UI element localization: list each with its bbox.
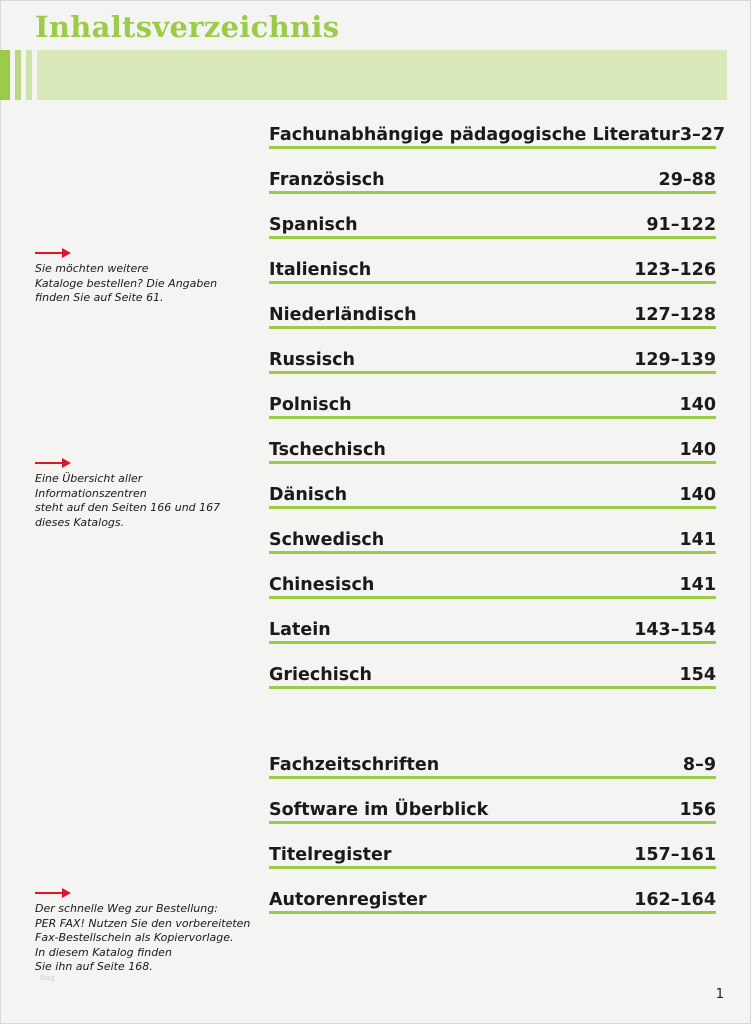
toc-entry[interactable] [269,883,716,914]
toc-entry[interactable] [269,118,726,149]
toc-entry-pages: 140 [679,440,716,460]
toc-entry-label: Tschechisch [269,440,386,460]
toc-entry-label: Griechisch [269,665,372,685]
toc-entry-pages: 140 [679,485,716,505]
page-number: 1 [715,987,724,1002]
toc-entry-pages: 129–139 [634,350,716,370]
toc-entry-label: Fachunabhängige pädagogische Literatur [269,125,680,145]
toc-entry[interactable] [269,433,716,464]
toc-entry-pages: 141 [679,575,716,595]
side-note-text: Eine Übersicht aller Informationszentren steht auf den Seiten 166 und 167 dieses Katalogs. [35,472,221,529]
toc-entry-pages: 3–27 [679,125,726,145]
arrow-right-icon [35,458,71,468]
side-note-text: Sie möchten weitere Kataloge bestellen? Die Angaben finden Sie auf Seite 61. [35,262,218,304]
toc-entry-label: Latein [269,620,331,640]
toc-entry-label: Spanisch [269,215,358,235]
toc-entry-pages: 157–161 [634,845,716,865]
side-note [35,458,255,530]
page-title: Inhaltsverzeichnis [35,10,340,44]
toc-entry-pages: 156 [679,800,716,820]
toc-entry-label: Niederländisch [269,305,417,325]
toc-entry-pages: 123–126 [634,260,716,280]
toc-entry[interactable] [269,163,716,194]
toc-entry-label: Dänisch [269,485,348,505]
toc-entry[interactable] [269,523,716,554]
toc-entry[interactable] [269,298,716,329]
toc-entry[interactable] [269,613,716,644]
toc-entry[interactable] [269,658,716,689]
header-band [37,50,727,100]
side-note-text: Der schnelle Weg zur Bestellung: PER FAX! Nutzen Sie den vorbereiteten Fax-Bestellschein als Kopiervorlage. In diesem Katalog finden Sie ihn auf Seite 168. [35,902,251,973]
toc-entry-label: Fachzeitschriften [269,755,440,775]
header-band-stripe [26,50,32,100]
toc-entry-pages: 29–88 [658,170,716,190]
toc-entry-label: Chinesisch [269,575,375,595]
toc-entry-pages: 162–164 [634,890,716,910]
toc-entry-pages: 140 [679,395,716,415]
toc-entry[interactable] [269,388,716,419]
watermark: lkag [40,974,55,982]
arrow-right-icon [35,248,71,258]
side-note [35,888,255,975]
toc-entry-label: Französisch [269,170,385,190]
toc-entry[interactable] [269,208,716,239]
toc-entry[interactable] [269,838,716,869]
toc-entry-pages: 127–128 [634,305,716,325]
arrow-right-icon [35,888,71,898]
toc-entry[interactable] [269,478,716,509]
toc-entry[interactable] [269,343,716,374]
header-band-stripe [15,50,21,100]
header-band-stripe [0,50,10,100]
toc-entry-label: Italienisch [269,260,372,280]
toc-entry-label: Software im Überblick [269,800,489,820]
toc-entry[interactable] [269,253,716,284]
toc-entry-pages: 8–9 [682,755,716,775]
toc-entry[interactable] [269,748,716,779]
toc-entry-pages: 143–154 [634,620,716,640]
toc-entry[interactable] [269,793,716,824]
toc-entry-label: Schwedisch [269,530,385,550]
toc-entry-pages: 141 [679,530,716,550]
toc-entry-label: Polnisch [269,395,352,415]
toc-entry-label: Autorenregister [269,890,427,910]
toc-entry-label: Russisch [269,350,356,370]
toc-entry[interactable] [269,568,716,599]
toc-entry-pages: 154 [679,665,716,685]
toc-entry-pages: 91–122 [646,215,716,235]
side-note [35,248,255,306]
toc-entry-label: Titelregister [269,845,392,865]
